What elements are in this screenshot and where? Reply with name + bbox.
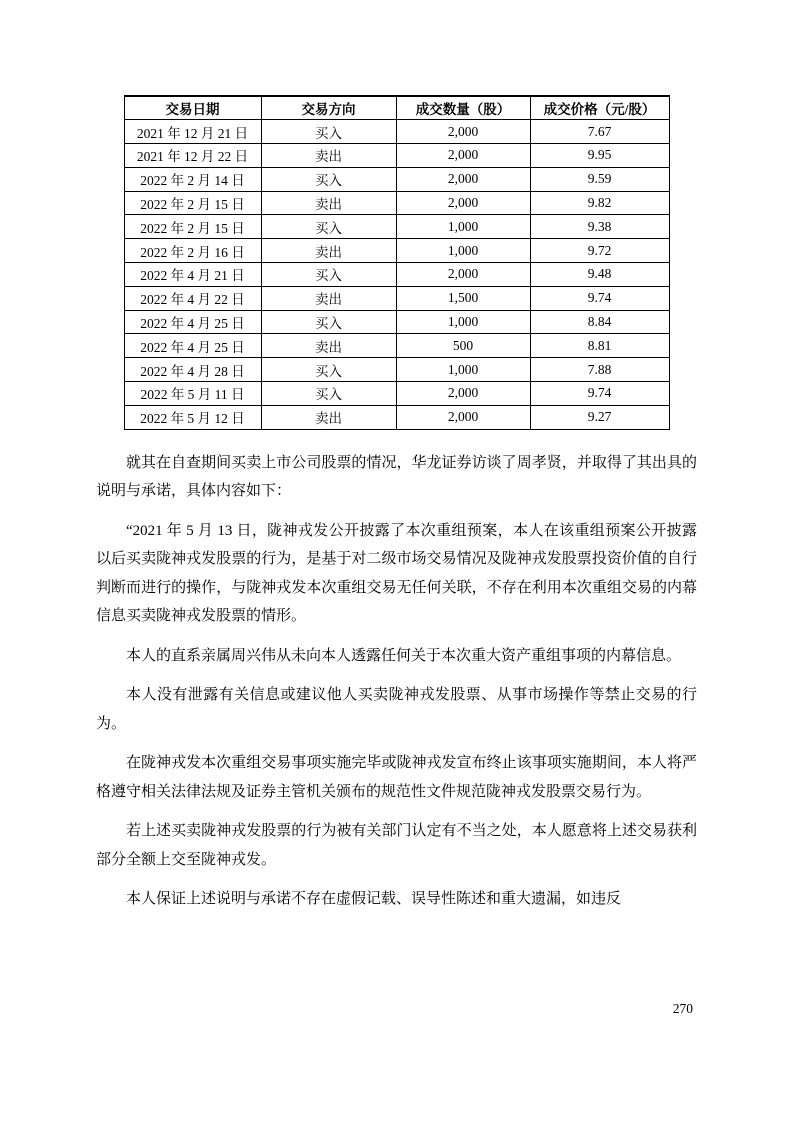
table-cell: 2022 年 2 月 15 日 [124,215,261,239]
table-cell: 2022 年 5 月 12 日 [124,405,261,429]
table-cell: 9.72 [530,239,669,263]
table-cell: 2,000 [396,120,530,144]
table-row [124,382,669,406]
paragraph: 本人的直系亲属周兴伟从未向本人透露任何关于本次重大资产重组事项的内幕信息。 [126,647,682,664]
table-header-cell: 成交数量（股） [396,96,530,120]
table-cell: 9.82 [530,191,669,215]
table-cell: 7.88 [530,358,669,382]
table-row [124,358,669,382]
table-header-cell: 交易日期 [124,96,261,120]
paragraph: 在陇神戎发本次重组交易事项实施完毕或陇神戎发宣布终止该事项实施期间，本人将严格遵守相关法律法规及证券主管机关颁布的规范性文件规范陇神戎发股票交易行为。 [96,755,697,800]
table-cell: 买入 [261,310,396,334]
table-row [124,405,669,429]
table-cell: 卖出 [261,286,396,310]
table-cell: 2022 年 2 月 16 日 [124,239,261,263]
table-cell: 2,000 [396,144,530,168]
table-cell: 9.74 [530,382,669,406]
table-row [124,334,669,358]
table-row [124,167,669,191]
table-cell: 2021 年 12 月 21 日 [124,120,261,144]
table-cell: 2,000 [396,263,530,287]
table-cell: 9.48 [530,263,669,287]
table-cell: 2,000 [396,167,530,191]
table-cell: 卖出 [261,191,396,215]
table-cell: 2022 年 4 月 22 日 [124,286,261,310]
table-row [124,310,669,334]
table-cell: 卖出 [261,239,396,263]
body-paragraphs [96,449,697,914]
paragraph: 本人保证上述说明与承诺不存在虚假记载、误导性陈述和重大遗漏，如违反 [126,891,622,908]
table-cell: 9.59 [530,167,669,191]
table-cell: 2,000 [396,405,530,429]
table-cell: 卖出 [261,144,396,168]
table-cell: 1,000 [396,215,530,239]
table-row [124,239,669,263]
table-cell: 2,000 [396,191,530,215]
table-cell: 9.74 [530,286,669,310]
table-cell: 1,500 [396,286,530,310]
table-row [124,286,669,310]
paragraph: “2021 年 5 月 13 日，陇神戎发公开披露了本次重组预案，本人在该重组预案公开披露以后买卖陇神戎发股票的行为，是基于对二级市场交易情况及陇神戎发股票投资价值的自行判断而进行的操作，与陇神戎发本次重组交易无任何关联，不存在利用本次重组交易的内幕信息买卖陇神戎发股票的情形。 [96,522,697,625]
table-cell: 9.27 [530,405,669,429]
table-cell: 7.67 [530,120,669,144]
paragraph: 就其在自查期间买卖上市公司股票的情况，华龙证券访谈了周孝贤，并取得了其出具的说明与承诺，具体内容如下： [96,454,697,500]
table-row [124,120,669,144]
table-cell: 1,000 [396,239,530,263]
table-cell: 买入 [261,382,396,406]
table-cell: 2022 年 4 月 25 日 [124,334,261,358]
table-row [124,144,669,168]
table-cell: 1,000 [396,310,530,334]
table-cell: 8.84 [530,310,669,334]
table-cell: 2022 年 4 月 21 日 [124,263,261,287]
table-cell: 2021 年 12 月 22 日 [124,144,261,168]
transactions-table-body [124,120,669,429]
transactions-table-header-row [124,96,669,120]
table-cell: 买入 [261,263,396,287]
table-header-cell: 交易方向 [261,96,396,120]
table-cell: 2022 年 4 月 25 日 [124,310,261,334]
table-cell: 500 [396,334,530,358]
table-cell: 9.95 [530,144,669,168]
transactions-table [124,95,670,430]
table-cell: 卖出 [261,405,396,429]
table-cell: 卖出 [261,334,396,358]
table-cell: 买入 [261,167,396,191]
table-cell: 2022 年 2 月 15 日 [124,191,261,215]
table-cell: 2022 年 4 月 28 日 [124,358,261,382]
paragraph: 本人没有泄露有关信息或建议他人买卖陇神戎发股票、从事市场操作等禁止交易的行为。 [96,687,697,732]
table-cell: 2022 年 2 月 14 日 [124,167,261,191]
table-row [124,191,669,215]
table-cell: 买入 [261,120,396,144]
paragraph: 若上述买卖陇神戎发股票的行为被有关部门认定有不当之处，本人愿意将上述交易获利部分全额上交至陇神戎发。 [96,823,697,868]
table-cell: 1,000 [396,358,530,382]
page-number: 270 [672,1001,693,1016]
table-cell: 9.38 [530,215,669,239]
table-cell: 买入 [261,215,396,239]
table-row [124,215,669,239]
table-cell: 8.81 [530,334,669,358]
table-header-cell: 成交价格（元/股） [530,96,669,120]
table-cell: 买入 [261,358,396,382]
table-cell: 2022 年 5 月 11 日 [124,382,261,406]
table-cell: 2,000 [396,382,530,406]
table-row [124,263,669,287]
